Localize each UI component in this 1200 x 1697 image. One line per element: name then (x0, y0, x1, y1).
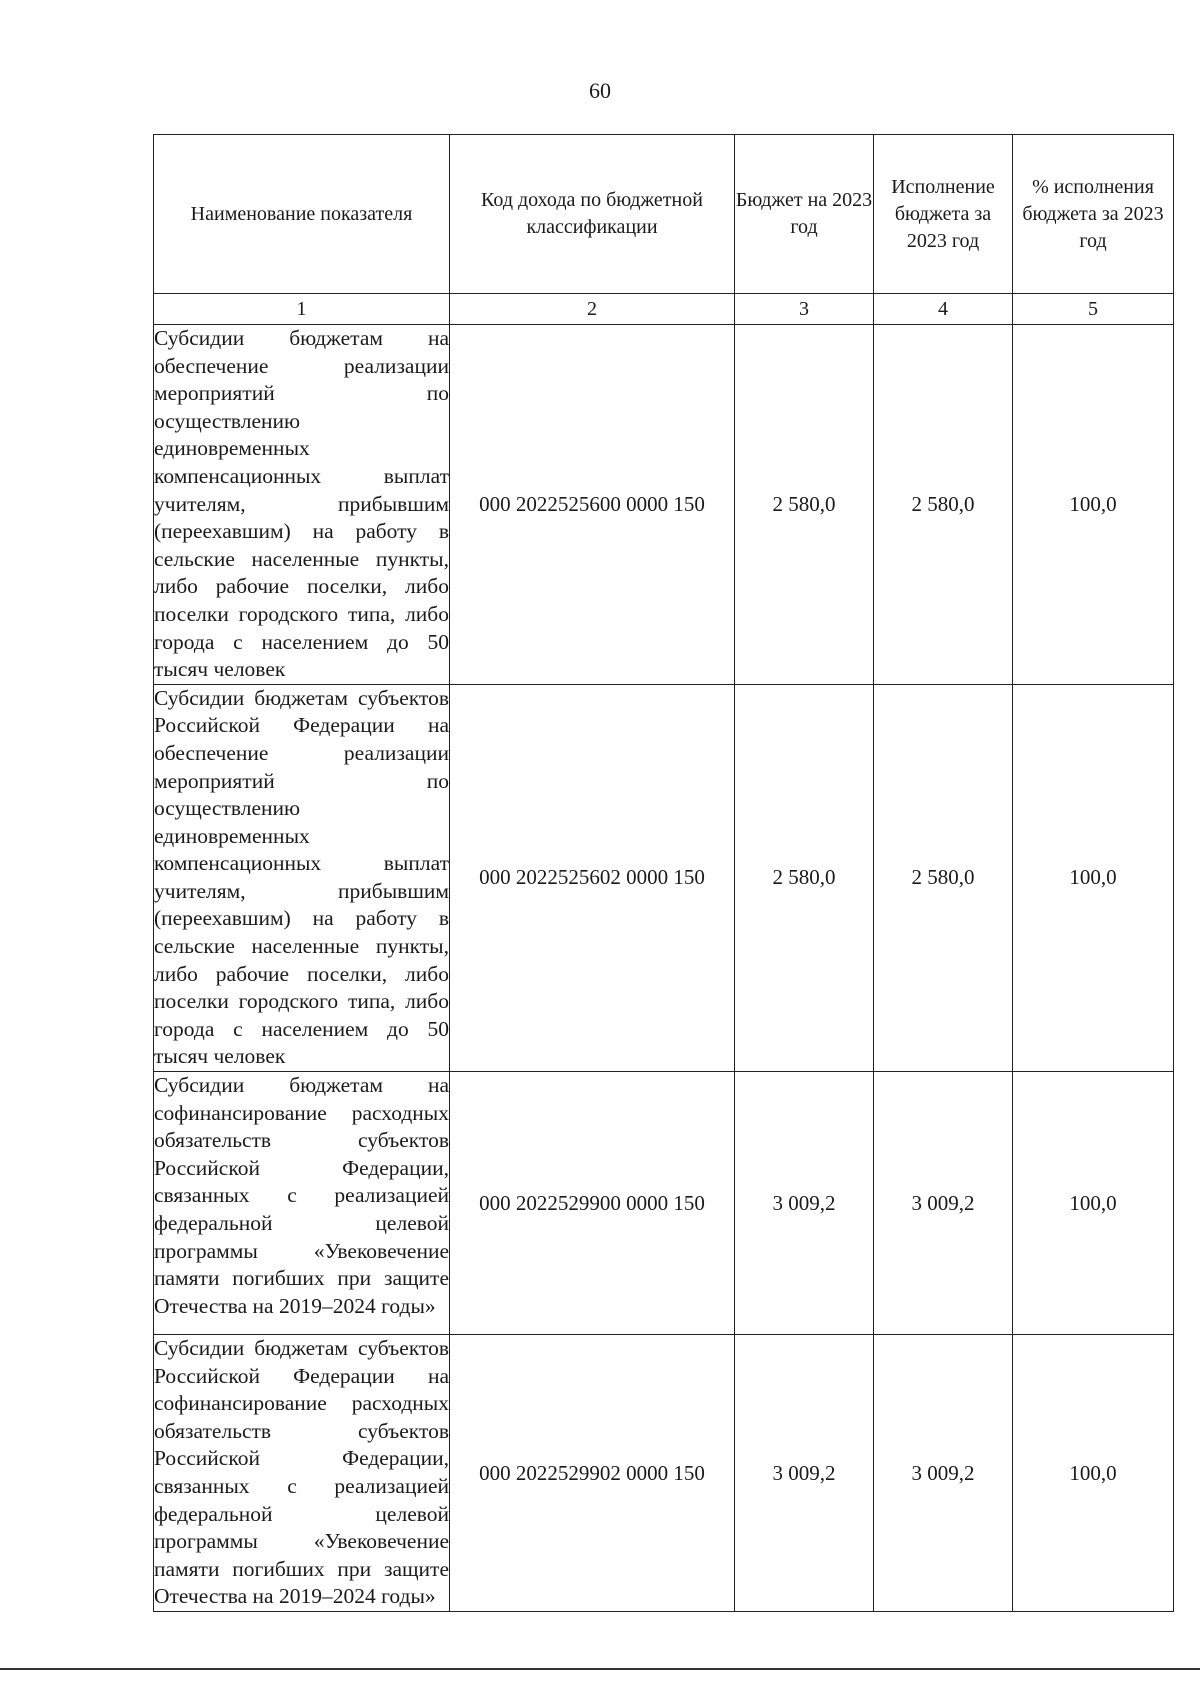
header-percent: % исполнения бюджета за 2023 год (1013, 135, 1174, 294)
column-number: 1 (154, 294, 450, 325)
header-name: Наименование показателя (154, 135, 450, 294)
page-number: 60 (589, 78, 611, 103)
percent-value: 100,0 (1013, 1072, 1174, 1335)
execution-value: 3 009,2 (874, 1335, 1013, 1612)
table-row (154, 1335, 1174, 1612)
column-number: 3 (735, 294, 874, 325)
table-row (154, 1072, 1174, 1335)
income-code: 000 2022529900 0000 150 (450, 1072, 735, 1335)
execution-value: 3 009,2 (874, 1072, 1013, 1335)
income-code: 000 2022525600 0000 150 (450, 325, 735, 685)
execution-value: 2 580,0 (874, 325, 1013, 685)
column-number: 5 (1013, 294, 1174, 325)
bottom-divider (0, 1668, 1200, 1670)
budget-value: 3 009,2 (735, 1335, 874, 1612)
income-code: 000 2022525602 0000 150 (450, 684, 735, 1071)
indicator-name: Субсидии бюджетам на софинансирование расходных обязательств субъектов Российской Федерации, связанных с реализацией федеральной целевой программы «Увековечение памяти погибших при защите Отечества на 2019–2024 годы» (154, 1072, 450, 1335)
percent-value: 100,0 (1013, 325, 1174, 685)
percent-value: 100,0 (1013, 684, 1174, 1071)
budget-value: 2 580,0 (735, 684, 874, 1071)
percent-value: 100,0 (1013, 1335, 1174, 1612)
table-row (154, 325, 1174, 685)
header-budget: Бюджет на 2023 год (735, 135, 874, 294)
budget-value: 3 009,2 (735, 1072, 874, 1335)
column-number-row (154, 294, 1174, 325)
table-row (154, 684, 1174, 1071)
indicator-name: Субсидии бюджетам субъектов Российской Федерации на обеспечение реализации мероприятий по осуществлению единовременных компенсационных выплат учителям, прибывшим (переехавшим) на работу в сельские населенные пункты, либо рабочие поселки, либо поселки городского типа, либо города с населением до 50 тысяч человек (154, 684, 450, 1071)
indicator-name: Субсидии бюджетам на обеспечение реализации мероприятий по осуществлению единовременных компенсационных выплат учителям, прибывшим (переехавшим) на работу в сельские населенные пункты, либо рабочие поселки, либо поселки городского типа, либо города с населением до 50 тысяч человек (154, 325, 450, 685)
income-code: 000 2022529902 0000 150 (450, 1335, 735, 1612)
column-number: 2 (450, 294, 735, 325)
execution-value: 2 580,0 (874, 684, 1013, 1071)
budget-value: 2 580,0 (735, 325, 874, 685)
header-execution: Исполнение бюджета за 2023 год (874, 135, 1013, 294)
header-code: Код дохода по бюджетной классификации (450, 135, 735, 294)
indicator-name: Субсидии бюджетам субъектов Российской Федерации на софинансирование расходных обязательств субъектов Российской Федерации, связанных с реализацией федеральной целевой программы «Увековечение памяти погибших при защите Отечества на 2019–2024 годы» (154, 1335, 450, 1612)
table-header-row (154, 135, 1174, 294)
column-number: 4 (874, 294, 1013, 325)
budget-execution-table (153, 134, 1174, 1612)
